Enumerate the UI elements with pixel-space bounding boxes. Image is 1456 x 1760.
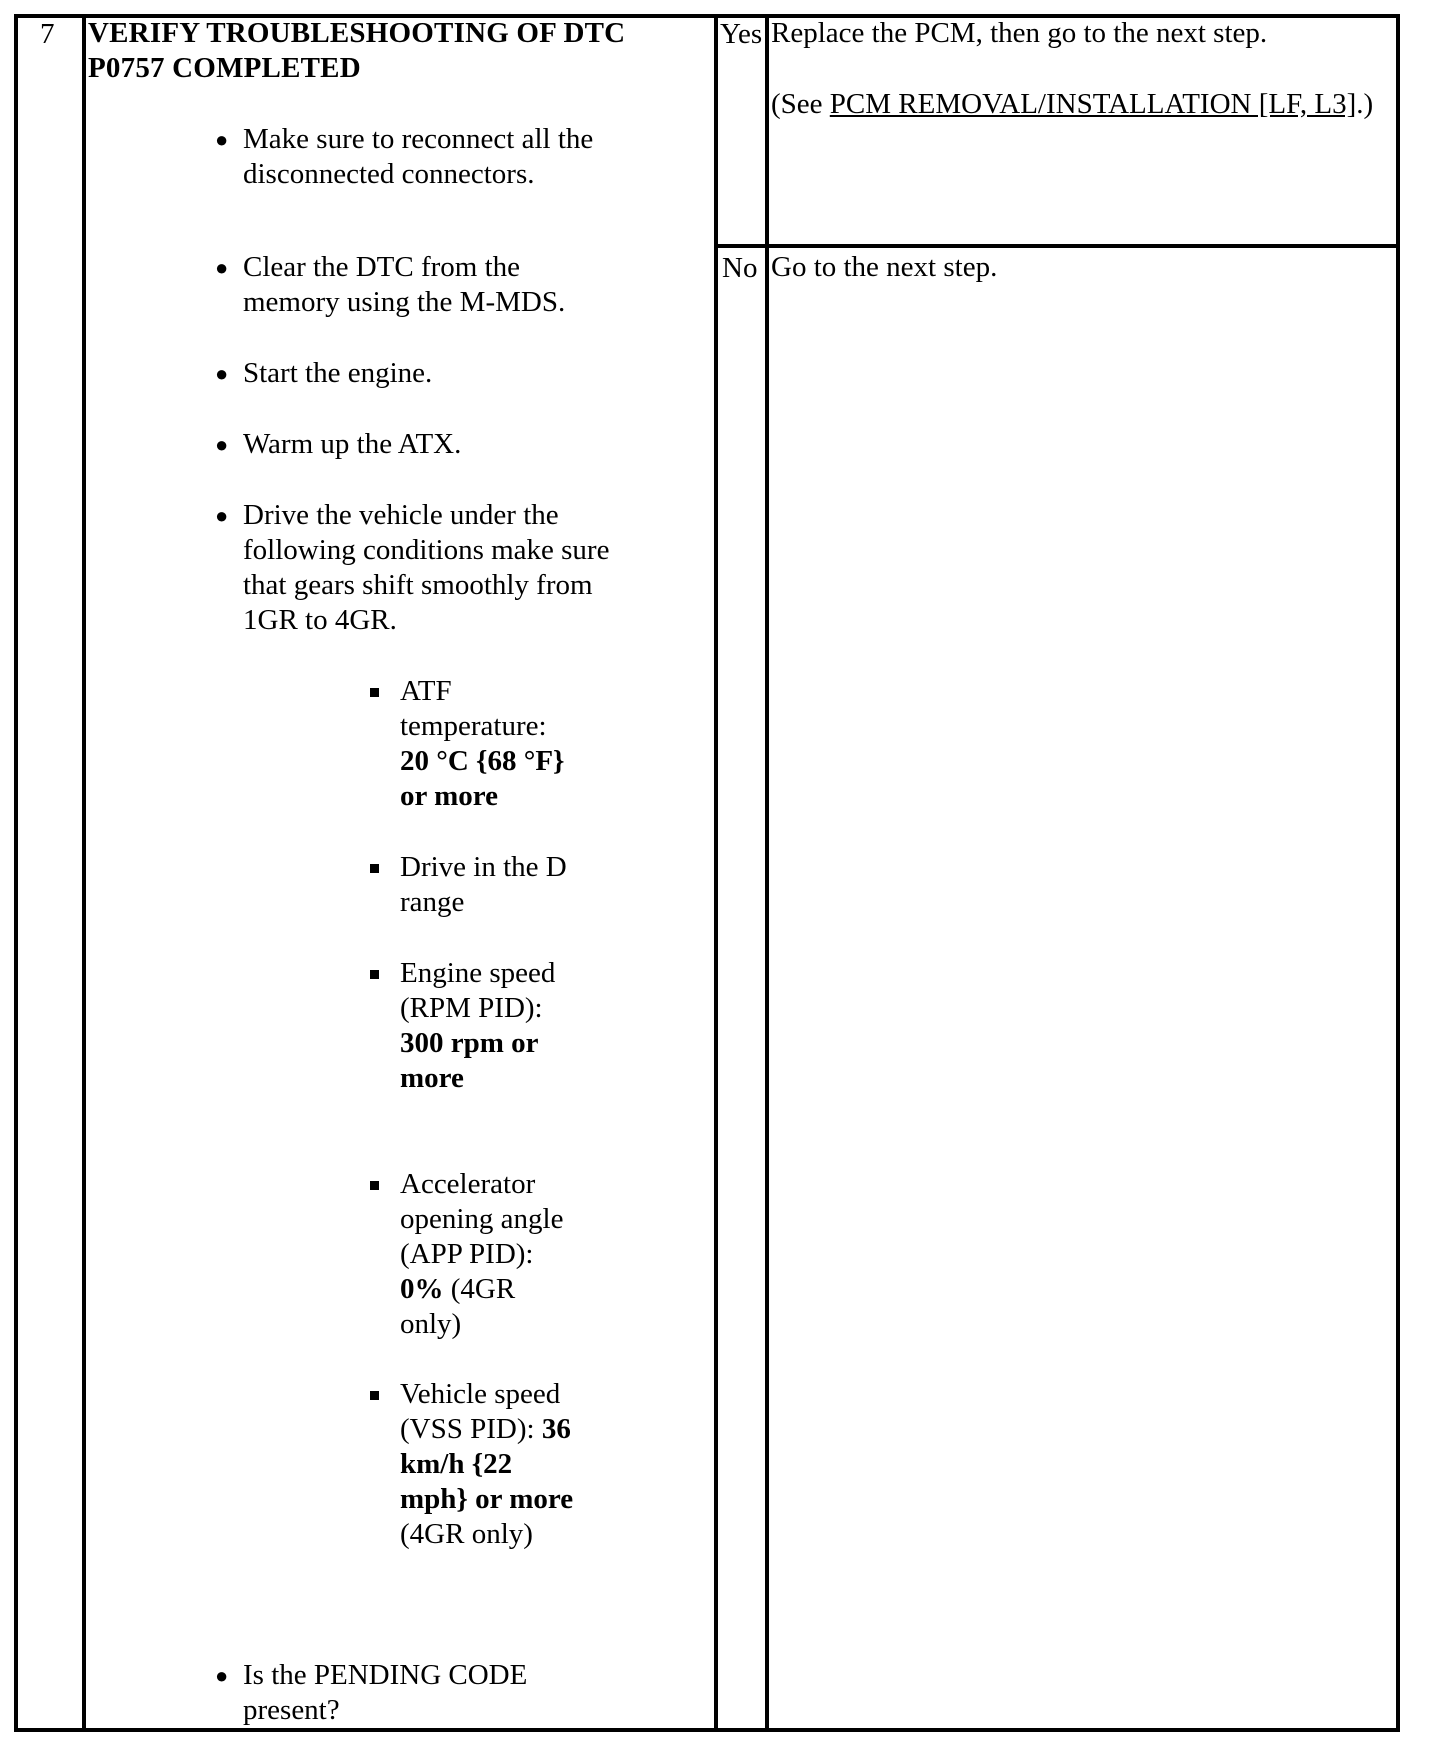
condition-d-range: Drive in the D range xyxy=(400,850,580,920)
step-title: VERIFY TROUBLESHOOTING OF DTC P0757 COMPLETED xyxy=(88,17,626,84)
square-bullet xyxy=(370,1181,379,1190)
square-bullet xyxy=(370,970,379,979)
row-divider-yes-no xyxy=(714,244,1400,248)
bullet-reconnect: ● Make sure to reconnect all the disconnected connectors. xyxy=(215,123,594,190)
bullet-start-engine: ● Start the engine. xyxy=(215,357,433,389)
see-reference: (See PCM REMOVAL/INSTALLATION [LF, L3].) xyxy=(771,88,1374,120)
condition-accelerator: Accelerator opening angle (APP PID): 0% (4GR only) xyxy=(400,1167,580,1342)
pcm-removal-link[interactable]: PCM REMOVAL/INSTALLATION [LF, L3] xyxy=(829,88,1357,120)
bullet-clear-dtc: ● Clear the DTC from the memory using the M-MDS. xyxy=(215,251,566,318)
no-label: No xyxy=(722,252,758,284)
bullet-drive: ● Drive the vehicle under the following conditions make sure that gears shift smoothly from 1GR to 4GR. xyxy=(215,499,610,636)
bullet-dot: ● xyxy=(215,361,229,386)
bullet-dot: ● xyxy=(215,255,229,280)
bullet-pending-code: ● Is the PENDING CODE present? xyxy=(215,1659,528,1726)
square-bullet xyxy=(370,864,379,873)
bullet-dot: ● xyxy=(215,503,229,528)
condition-atf-temp: ATF temperature: 20 °C {68 °F} or more xyxy=(400,674,580,814)
bullet-warm-up: ● Warm up the ATX. xyxy=(215,428,462,460)
bullet-dot: ● xyxy=(215,127,229,152)
yes-action: Replace the PCM, then go to the next step. (See PCM REMOVAL/INSTALLATION [LF, L3].) xyxy=(771,16,1381,122)
column-divider-action xyxy=(765,14,769,1732)
square-bullet xyxy=(370,1391,379,1400)
no-action: Go to the next step. xyxy=(771,251,998,283)
yes-label: Yes xyxy=(720,18,763,50)
column-divider-step xyxy=(82,14,86,1732)
square-bullet xyxy=(370,688,379,697)
condition-vehicle-speed: Vehicle speed (VSS PID): 36 km/h {22 mph} or more (4GR only) xyxy=(400,1377,580,1552)
condition-engine-speed: Engine speed (RPM PID): 300 rpm or more xyxy=(400,956,580,1096)
bullet-dot: ● xyxy=(215,432,229,457)
column-divider-yesno xyxy=(714,14,718,1732)
bullet-dot: ● xyxy=(215,1663,229,1688)
step-number: 7 xyxy=(40,18,55,50)
